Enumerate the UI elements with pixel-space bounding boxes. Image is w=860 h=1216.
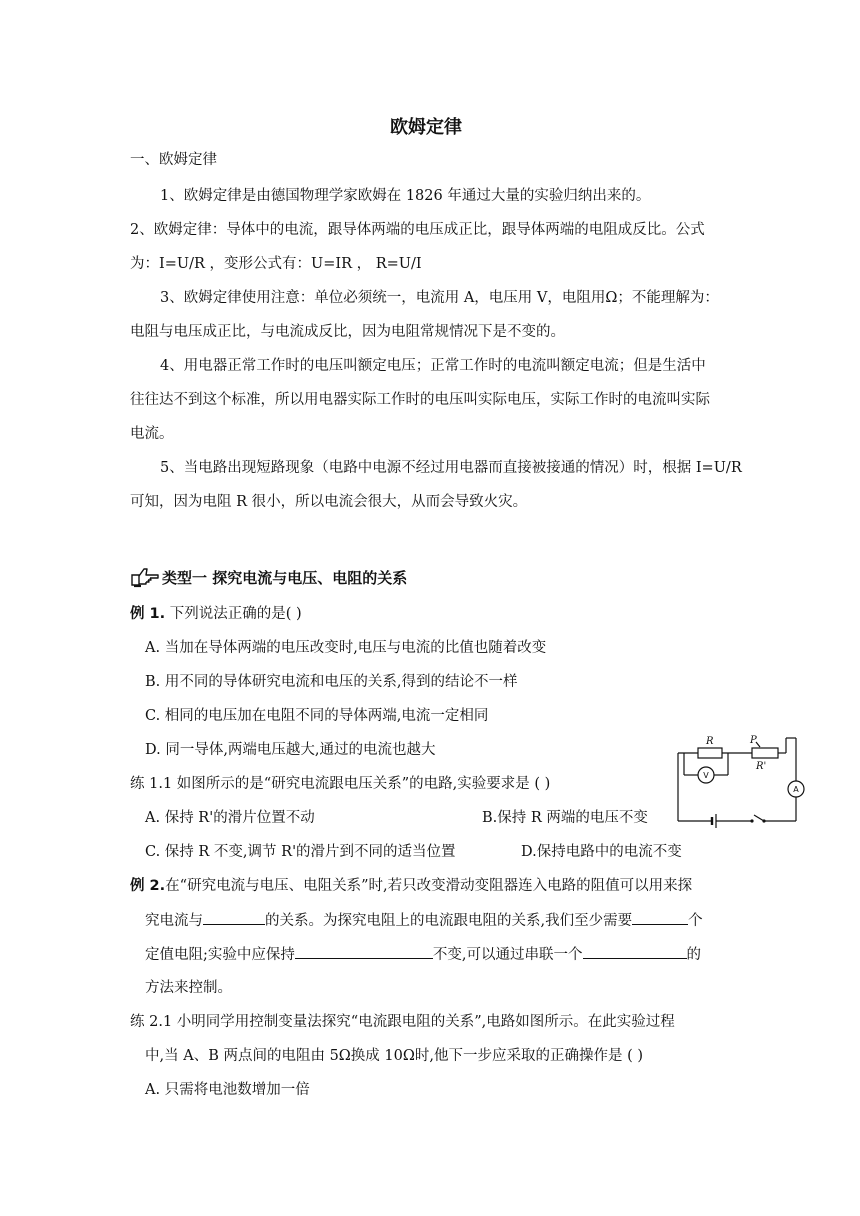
practice-1-option-a: A. 保持 R'的滑片位置不动 (145, 810, 315, 826)
page-title: 欧姆定律 (390, 117, 462, 138)
section-heading: 一、欧姆定律 (130, 152, 217, 168)
paragraph-4-line-2: 往往达不到这个标准，所以用电器实际工作时的电压叫实际电压，实际工作时的电流叫实际 (130, 392, 710, 408)
example-2-line-4: 方法来控制。 (145, 980, 232, 996)
example-2-text-1: 在“研究电流与电压、电阻关系”时,若只改变滑动变阻器连入电路的阻值可以用来探 (165, 878, 693, 894)
example-1-option-d: D. 同一导体,两端电压越大,通过的电流也越大 (145, 742, 436, 758)
rheostat-r-prime (752, 748, 778, 758)
resistor-r (698, 748, 722, 758)
example-2-line-1 (130, 876, 692, 896)
practice-2-line-2: 中,当 A、B 两点间的电阻由 5Ω换成 10Ω时,他下一步应采取的正确操作是 ( ) (145, 1048, 644, 1064)
paragraph-3-line-1: 3、欧姆定律使用注意：单位必须统一，电流用 A，电压用 V，电阻用Ω；不能理解为： (160, 290, 719, 306)
answer-blank-4[interactable] (583, 944, 687, 959)
answer-blank-3[interactable] (295, 944, 433, 959)
practice-2-line-1: 练 2.1 小明同学用控制变量法探究“电流跟电阻的关系”,电路如图所示。在此实验过程 (130, 1014, 675, 1030)
example-2-line-3 (145, 944, 701, 965)
example-1-stem (130, 604, 302, 624)
paragraph-2-line-2: 为：I=U/R ，变形公式有：U=IR ， R=U/I (130, 256, 422, 272)
pointing-hand-icon (130, 566, 160, 588)
example-1-option-c: C. 相同的电压加在电阻不同的导体两端,电流一定相同 (145, 708, 489, 724)
example-2-label: 例 2. (130, 878, 166, 894)
paragraph-5-line-2: 可知，因为电阻 R 很小，所以电流会很大，从而会导致火灾。 (130, 494, 528, 510)
answer-blank-1[interactable] (203, 910, 265, 925)
answer-blank-2[interactable] (632, 910, 688, 925)
paragraph-2-line-1: 2、欧姆定律：导体中的电流，跟导体两端的电压成正比，跟导体两端的电阻成反比。公式 (130, 222, 705, 238)
example-2-text-3b: 不变,可以通过串联一个 (432, 947, 583, 963)
type1-heading-row (130, 563, 407, 591)
example-1-label: 例 1. (130, 606, 166, 622)
practice-1-option-d: D.保持电路中的电流不变 (521, 844, 682, 860)
paragraph-4-line-3: 电流。 (130, 426, 174, 442)
example-1-question: 下列说法正确的是( ) (165, 606, 302, 622)
paragraph-1: 1、欧姆定律是由德国物理学家欧姆在 1826 年通过大量的实验归纳出来的。 (160, 188, 651, 204)
example-2-text-3c: 的 (686, 947, 701, 963)
label-r-prime: R' (756, 761, 767, 772)
example-2-text-2c: 个 (688, 913, 703, 929)
practice-1-stem: 练 1.1 如图所示的是“研究电流跟电压关系”的电路,实验要求是 ( ) (130, 776, 551, 792)
paragraph-3-line-2: 电阻与电压成正比，与电流成反比，因为电阻常规情况下是不变的。 (130, 324, 565, 340)
practice-1-option-c: C. 保持 R 不变,调节 R'的滑片到不同的适当位置 (145, 844, 456, 860)
type1-heading: 类型一 探究电流与电压、电阻的关系 (162, 568, 408, 587)
label-v: V (703, 771, 709, 780)
example-2-text-3a: 定值电阻;实验中应保持 (145, 947, 295, 963)
paragraph-4-line-1: 4、用电器正常工作时的电压叫额定电压；正常工作时的电流叫额定电流；但是生活中 (160, 358, 706, 374)
circuit-diagram (668, 733, 806, 833)
label-r: R (706, 736, 714, 747)
example-2-text-2b: 的关系。为探究电阻上的电流跟电阻的关系,我们至少需要 (265, 913, 633, 929)
practice-1-option-b: B.保持 R 两端的电压不变 (482, 810, 648, 826)
example-2-line-2 (145, 910, 703, 931)
example-1-option-a: A. 当加在导体两端的电压改变时,电压与电流的比值也随着改变 (145, 640, 547, 656)
example-2-text-2a: 究电流与 (145, 913, 203, 929)
example-1-option-b: B. 用不同的导体研究电流和电压的关系,得到的结论不一样 (145, 674, 518, 690)
practice-2-option-a: A. 只需将电池数增加一倍 (145, 1082, 310, 1098)
label-a: A (793, 785, 799, 794)
paragraph-5-line-1: 5、当电路出现短路现象（电路中电源不经过用电器而直接被接通的情况）时，根据 I=U/R (160, 460, 742, 476)
label-p: P (750, 735, 757, 746)
